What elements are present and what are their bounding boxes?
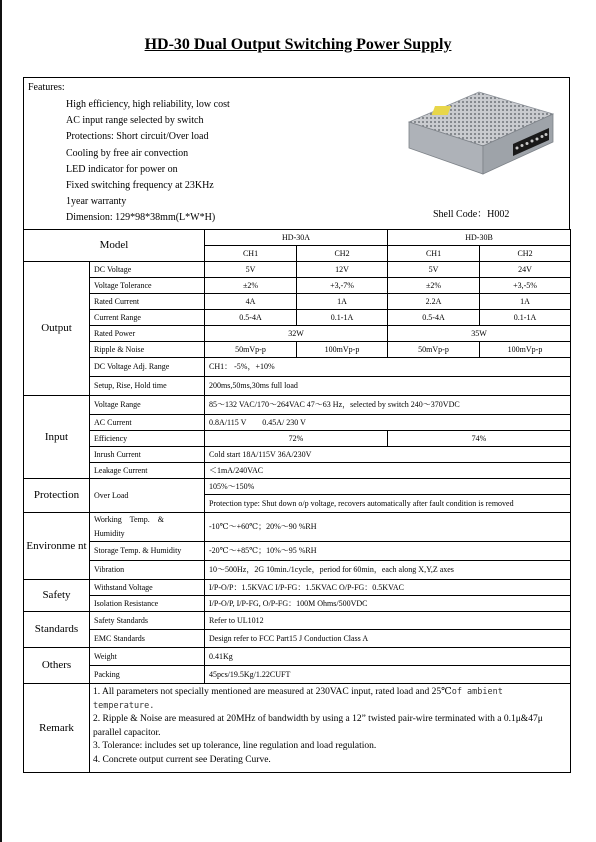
group-environment: Environme nt bbox=[24, 513, 90, 580]
cell-value: 2.2A bbox=[388, 294, 480, 310]
table-row bbox=[24, 580, 571, 596]
param-label: Storage Temp. & Humidity bbox=[90, 542, 205, 561]
cell-value: 72% bbox=[205, 431, 388, 447]
feature-item: 1year warranty bbox=[66, 196, 127, 208]
cell-value: 5V bbox=[205, 262, 297, 278]
group-protection: Protection bbox=[24, 479, 90, 513]
cell-value: CH1： -5%，+10% bbox=[205, 358, 571, 377]
cell-value: 105%～150% bbox=[205, 479, 571, 495]
cell-value: 0.5-4A bbox=[388, 310, 480, 326]
table-row bbox=[24, 561, 571, 580]
cell-value: 35W bbox=[388, 326, 571, 342]
cell-value: 200ms,50ms,30ms full load bbox=[205, 377, 571, 396]
model-header: Model bbox=[24, 230, 205, 262]
power-supply-product-image bbox=[401, 84, 561, 179]
param-label: Rated Current bbox=[90, 294, 205, 310]
feature-item: Cooling by free air convection bbox=[66, 147, 189, 159]
cell-value: -20℃～+85℃；10%～95 %RH bbox=[205, 542, 571, 561]
param-label: Working Temp. & Humidity bbox=[90, 513, 205, 542]
cell-value: 100mVp-p bbox=[297, 342, 388, 358]
cell-value: +3,-7% bbox=[297, 278, 388, 294]
table-row bbox=[24, 415, 571, 431]
remark-line bbox=[93, 686, 567, 713]
cell-value: 0.1-1A bbox=[480, 310, 571, 326]
param-label: Isolation Resistance bbox=[90, 596, 205, 612]
table-row bbox=[24, 648, 571, 666]
cell-value: 0.5-4A bbox=[205, 310, 297, 326]
cell-value: Design refer to FCC Part15 J Conduction Class A bbox=[205, 630, 571, 648]
cell-value: 0.8A/115 V 0.45A/ 230 V bbox=[205, 415, 571, 431]
table-row bbox=[24, 294, 571, 310]
table-row bbox=[24, 262, 571, 278]
group-safety: Safety bbox=[24, 580, 90, 612]
features-box bbox=[23, 77, 570, 229]
param-label: Vibration bbox=[90, 561, 205, 580]
cell-value: 4A bbox=[205, 294, 297, 310]
param-label: Weight bbox=[90, 648, 205, 666]
group-others: Others bbox=[24, 648, 90, 684]
cell-value: ±2% bbox=[388, 278, 480, 294]
table-row bbox=[24, 666, 571, 684]
channel-header: CH2 bbox=[480, 246, 571, 262]
spec-table bbox=[23, 229, 571, 773]
group-standards: Standards bbox=[24, 612, 90, 648]
table-row bbox=[24, 513, 571, 542]
table-row bbox=[24, 310, 571, 326]
shell-code: Shell Code：H002 bbox=[433, 209, 510, 220]
feature-item: High efficiency, high reliability, low cost bbox=[66, 99, 230, 110]
table-row bbox=[24, 447, 571, 463]
channel-header: CH2 bbox=[297, 246, 388, 262]
table-row bbox=[24, 630, 571, 648]
table-row bbox=[24, 358, 571, 377]
param-label: AC Current bbox=[90, 415, 205, 431]
table-row bbox=[24, 684, 571, 773]
cell-value: 74% bbox=[388, 431, 571, 447]
param-label: Over Load bbox=[90, 479, 205, 513]
cell-value: 45pcs/19.5Kg/1.22CUFT bbox=[205, 666, 571, 684]
table-row bbox=[24, 278, 571, 294]
cell-value: 24V bbox=[480, 262, 571, 278]
cell-value: Refer to UL1012 bbox=[205, 612, 571, 630]
param-label: Inrush Current bbox=[90, 447, 205, 463]
remark-line-1: 1. All parameters not specially mentioned are measured at 230VAC input, rated load and 25℃ bbox=[93, 687, 452, 697]
table-row bbox=[24, 596, 571, 612]
param-label: Voltage Tolerance bbox=[90, 278, 205, 294]
remark-text bbox=[90, 684, 571, 773]
param-label: Leakage Current bbox=[90, 463, 205, 479]
cell-value: 5V bbox=[388, 262, 480, 278]
param-label: Packing bbox=[90, 666, 205, 684]
table-row bbox=[24, 542, 571, 561]
table-row bbox=[24, 396, 571, 415]
remark-line: 4. Concrete output current see Derating Curve. bbox=[93, 754, 271, 765]
group-remark: Remark bbox=[24, 684, 90, 773]
cell-value: I/P-O/P, I/P-FG, O/P-FG：100M Ohms/500VDC bbox=[205, 596, 571, 612]
table-row bbox=[24, 377, 571, 396]
table-row bbox=[24, 326, 571, 342]
table-row bbox=[24, 479, 571, 495]
table-row bbox=[24, 230, 571, 246]
cell-value: +3,-5% bbox=[480, 278, 571, 294]
group-output: Output bbox=[24, 262, 90, 396]
cell-value: Cold start 18A/115V 36A/230V bbox=[205, 447, 571, 463]
param-label: Safety Standards bbox=[90, 612, 205, 630]
table-row bbox=[24, 342, 571, 358]
remark-line: 2. Ripple & Noise are measured at 20MHz of bandwidth by using a 12” twisted pair-wire terminated with a 0.1μ&47μ parallel capacitor. bbox=[93, 714, 543, 738]
cell-value: -10℃～+60℃；20%～90 %RH bbox=[205, 513, 571, 542]
cell-value: ±2% bbox=[205, 278, 297, 294]
features-list bbox=[66, 97, 230, 227]
document-title: HD-30 Dual Output Switching Power Supply bbox=[144, 36, 452, 53]
channel-header: CH1 bbox=[205, 246, 297, 262]
table-row bbox=[24, 463, 571, 479]
group-input: Input bbox=[24, 396, 90, 479]
channel-header: CH1 bbox=[388, 246, 480, 262]
param-label: Efficiency bbox=[90, 431, 205, 447]
cell-value: 50mVp-p bbox=[205, 342, 297, 358]
feature-item: LED indicator for power on bbox=[66, 163, 178, 175]
cell-value: 0.1-1A bbox=[297, 310, 388, 326]
table-row bbox=[24, 612, 571, 630]
param-label: EMC Standards bbox=[90, 630, 205, 648]
cell-value: 100mVp-p bbox=[480, 342, 571, 358]
feature-item: Fixed switching frequency at 23KHz bbox=[66, 179, 214, 191]
feature-item: AC input range selected by switch bbox=[66, 115, 204, 127]
cell-value: 12V bbox=[297, 262, 388, 278]
cell-value: 50mVp-p bbox=[388, 342, 480, 358]
remark-line-1-cont: of ambient temperature. bbox=[93, 687, 503, 711]
feature-item: Protections: Short circuit/Over load bbox=[66, 131, 209, 143]
model-name: HD-30B bbox=[388, 230, 571, 246]
param-label: Rated Power bbox=[90, 326, 205, 342]
param-label: Withstand Voltage bbox=[90, 580, 205, 596]
cell-value: I/P-O/P：1.5KVAC I/P-FG：1.5KVAC O/P-FG：0.5KVAC bbox=[205, 580, 571, 596]
cell-value: 85～132 VAC/170～264VAC 47～63 Hz，selected by switch 240～370VDC bbox=[205, 396, 571, 415]
cell-value: 10～500Hz，2G 10min./1cycle，period for 60min，each along X,Y,Z axes bbox=[205, 561, 571, 580]
param-label: Ripple & Noise bbox=[90, 342, 205, 358]
cell-value: ＜1mA/240VAC bbox=[205, 463, 571, 479]
cell-value: 1A bbox=[480, 294, 571, 310]
param-label: DC Voltage Adj. Range bbox=[90, 358, 205, 377]
feature-item: Dimension: 129*98*38mm(L*W*H) bbox=[66, 212, 216, 224]
cell-value: 32W bbox=[205, 326, 388, 342]
cell-value: 0.41Kg bbox=[205, 648, 571, 666]
features-label: Features: bbox=[28, 82, 65, 93]
model-name: HD-30A bbox=[205, 230, 388, 246]
table-row bbox=[24, 431, 571, 447]
param-label: DC Voltage bbox=[90, 262, 205, 278]
remark-line: 3. Tolerance: includes set up tolerance, line regulation and load regulation. bbox=[93, 741, 377, 751]
cell-value: Protection type: Shut down o/p voltage, recovers automatically after fault condition is removed bbox=[205, 495, 571, 513]
param-label: Voltage Range bbox=[90, 396, 205, 415]
param-label: Setup, Rise, Hold time bbox=[90, 377, 205, 396]
left-margin-rule bbox=[0, 0, 2, 842]
param-label: Current Range bbox=[90, 310, 205, 326]
cell-value: 1A bbox=[297, 294, 388, 310]
